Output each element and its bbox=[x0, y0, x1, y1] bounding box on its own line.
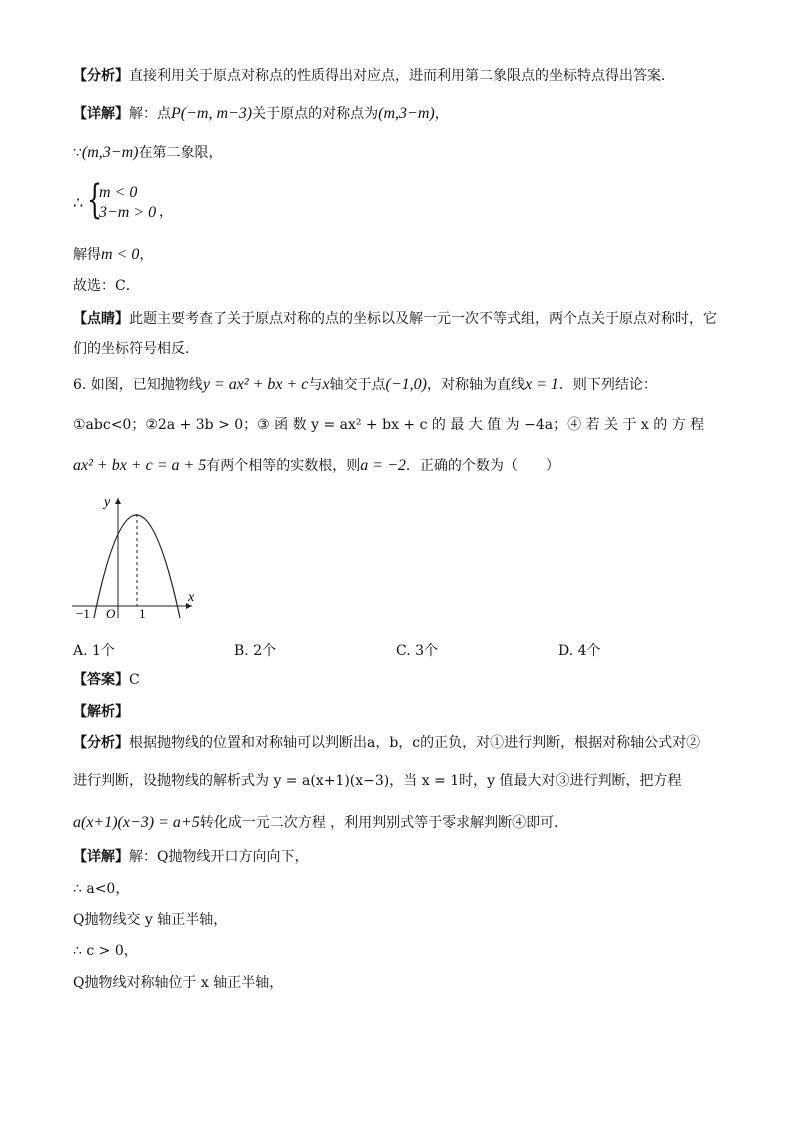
q6-b: 与 bbox=[308, 377, 323, 393]
brace-icon: { bbox=[87, 177, 103, 223]
q6-val3: a = −2 bbox=[360, 457, 406, 474]
because-text: 在第二象限， bbox=[138, 145, 223, 161]
q6-text3: 有两个相等的实数根，则 bbox=[206, 458, 361, 474]
solve-end: ， bbox=[139, 247, 154, 263]
solve-text: 解得 bbox=[73, 247, 101, 263]
solve-line bbox=[73, 245, 153, 265]
option-d: D. 4个 bbox=[558, 643, 601, 659]
because-line bbox=[73, 143, 222, 163]
detail2-text-1: 解：Q抛物线开口方向向下， bbox=[129, 849, 309, 865]
detail2-line-2: ∴ a<0， bbox=[73, 881, 130, 897]
detail-end: ， bbox=[434, 106, 449, 122]
detail-mid: 关于原点的对称点为 bbox=[252, 106, 379, 122]
detail2-line-4: ∴ c > 0， bbox=[73, 943, 138, 959]
solve-math: m < 0 bbox=[101, 246, 140, 263]
explain-tag: 【解析】 bbox=[73, 704, 129, 720]
parabola-svg bbox=[70, 490, 210, 620]
answer-line bbox=[73, 670, 140, 690]
y-axis-arrow-icon bbox=[115, 498, 121, 504]
q6-end3: ．正确的个数为（ ） bbox=[405, 458, 560, 474]
because-point: (m,3−m) bbox=[81, 144, 139, 161]
detail-sym: (m,3−m) bbox=[378, 105, 435, 122]
origin-label: O bbox=[106, 606, 116, 620]
analysis-tag: 【分析】 bbox=[73, 68, 129, 84]
because-symbol: ∵ bbox=[73, 145, 82, 161]
question-line-2: ①abc<0；②2a + 3b > 0；③ 函 数 y = ax² + bx + c 的 最 大 值 为 −4a；④ 若 关 于 x 的 方 程 bbox=[73, 417, 705, 433]
analysis2-eq: a(x+1)(x−3) = a+5 bbox=[73, 814, 200, 831]
inequality-system bbox=[73, 177, 273, 225]
analysis-text: 直接利用关于原点对称点的性质得出对应点，进而利用第二象限点的坐标特点得出答案． bbox=[129, 68, 675, 84]
answer-options bbox=[73, 640, 723, 660]
detail2-tag: 【详解】 bbox=[73, 849, 129, 865]
comment-text-1: 此题主要考查了关于原点对称的点的坐标以及解一元一次不等式组，两个点关于原点对称时，它 bbox=[129, 311, 717, 327]
detail-line bbox=[73, 104, 449, 124]
analysis2-tag: 【分析】 bbox=[73, 735, 129, 751]
option-c: C. 3个 bbox=[396, 643, 439, 659]
y-label: y bbox=[104, 495, 111, 510]
answer-value: C bbox=[129, 672, 140, 688]
one-label: 1 bbox=[139, 606, 146, 620]
analysis2-line-2: 进行判断，设抛物线的解析式为 y = a(x+1)(x−3)，当 x = 1时，y 值最大对③进行判断，把方程 bbox=[73, 773, 682, 789]
detail2-line-3: Q抛物线交 y 轴正半轴， bbox=[73, 912, 228, 928]
detail2-line-5: Q抛物线对称轴位于 x 轴正半轴， bbox=[73, 975, 284, 991]
detail2-line-1 bbox=[73, 847, 308, 867]
comment-tag: 【点睛】 bbox=[73, 311, 129, 327]
detail-tag: 【详解】 bbox=[73, 106, 129, 122]
analysis2-line-1 bbox=[73, 733, 700, 753]
detail-point: P(−m, m−3) bbox=[171, 105, 253, 122]
system-row-1: m < 0 bbox=[99, 184, 138, 201]
analysis2-text-1: 根据抛物线的位置和对称轴可以判断出a，b，c的正负，对①进行判断，根据对称轴公式对② bbox=[129, 735, 701, 751]
analysis2-text-3: 转化成一元二次方程 ，利用判别式等于零求解判断④即可． bbox=[199, 815, 569, 831]
q6-eq: y = ax² + bx + c bbox=[202, 376, 309, 393]
q6-x: x bbox=[322, 376, 330, 393]
analysis2-line-3 bbox=[73, 813, 568, 833]
q6-eq3: ax² + bx + c = a + 5 bbox=[73, 457, 207, 474]
neg1-label: −1 bbox=[76, 606, 90, 620]
q6-e: ．则下列结论： bbox=[558, 377, 657, 393]
question-line-3 bbox=[73, 456, 560, 476]
q6-c: 轴交于点 bbox=[329, 377, 386, 393]
comment-line-1 bbox=[73, 309, 717, 329]
system-row-2: 3−m > 0 bbox=[99, 204, 157, 221]
q6-a: 6. 如图，已知抛物线 bbox=[73, 377, 203, 393]
answer-tag: 【答案】 bbox=[73, 672, 129, 688]
question-line-1 bbox=[73, 375, 657, 395]
option-a: A. 1个 bbox=[73, 643, 115, 659]
analysis-line bbox=[73, 66, 675, 86]
q6-d: ，对称轴为直线 bbox=[426, 377, 525, 393]
therefore-symbol: ∴ bbox=[73, 193, 84, 212]
parabola-figure bbox=[70, 490, 210, 620]
x-label: x bbox=[188, 590, 195, 605]
detail-prefix: 解：点 bbox=[129, 106, 171, 122]
system-comma: ， bbox=[159, 204, 173, 220]
option-b: B. 2个 bbox=[234, 643, 277, 659]
comment-line-2: 们的坐标符号相反． bbox=[73, 341, 199, 357]
q6-point: (−1,0) bbox=[385, 376, 427, 393]
parabola-curve bbox=[94, 515, 180, 618]
q6-axis: x = 1 bbox=[524, 376, 559, 393]
choice-line: 故选：C． bbox=[73, 278, 140, 294]
